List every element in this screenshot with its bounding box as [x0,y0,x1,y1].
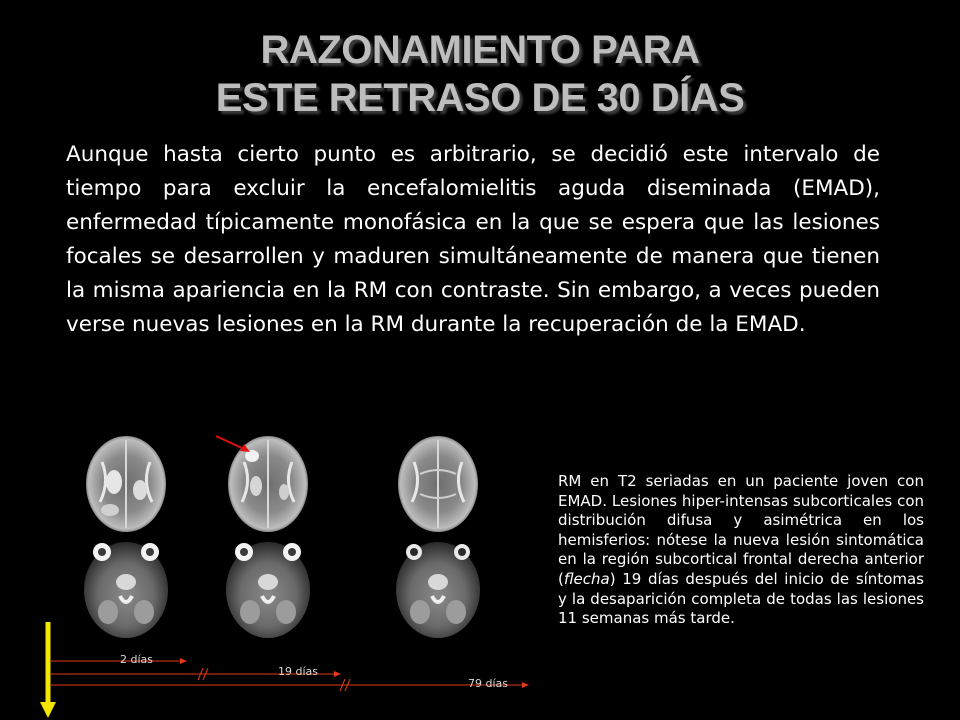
mri-top-right [398,436,478,532]
caption-text-part-2: ) 19 días después del inicio de síntomas y la desaparición completa de todas las lesiones 11 semanas más tarde. [558,569,924,628]
figure-caption [558,472,924,629]
red-arrow-icon [216,436,250,452]
mri-scans [80,432,484,640]
caption-italic: flecha [563,569,610,588]
yellow-down-arrow-icon [40,622,56,718]
body-paragraph: Aunque hasta cierto punto es arbitrario, se decidió este intervalo de tiempo para excluir la encefalomielitis aguda diseminada (EMAD), enfermedad típicamente monofásica en la que se espera que las lesiones focales se desarrollen y maduren simultáneamente de manera que tienen la misma apariencia en la RM con contraste. Sin embargo, a veces pueden verse nuevas lesiones en la RM durante la recuperación de la EMAD. [66,142,880,337]
timeline [0,618,540,720]
timeline-label-2-dias: 2 días [120,653,154,666]
timeline-label-79-dias: 79 días [468,677,509,690]
title-line-1: RAZONAMIENTO PARA [260,28,700,72]
mri-image-panel [80,432,484,640]
slide-title [0,26,960,122]
timeline-line-2-dias [50,658,187,664]
title-line-2: ESTE RETRASO DE 30 DÍAS [215,76,745,120]
caption-text-part-1: RM en T2 seriadas en un paciente joven con EMAD. Lesiones hiper-intensas subcorticales con distribución difusa y asimétrica en los hemisferios: nótese la nueva lesión sintomática en la región subcortical frontal derecha anterior ( [558,472,924,588]
timeline-label-19-dias: 19 días [278,665,319,678]
timeline-line-79-dias [50,679,529,691]
mri-top-middle [228,436,308,532]
timeline-graphic [0,618,540,720]
mri-top-left [86,436,166,532]
